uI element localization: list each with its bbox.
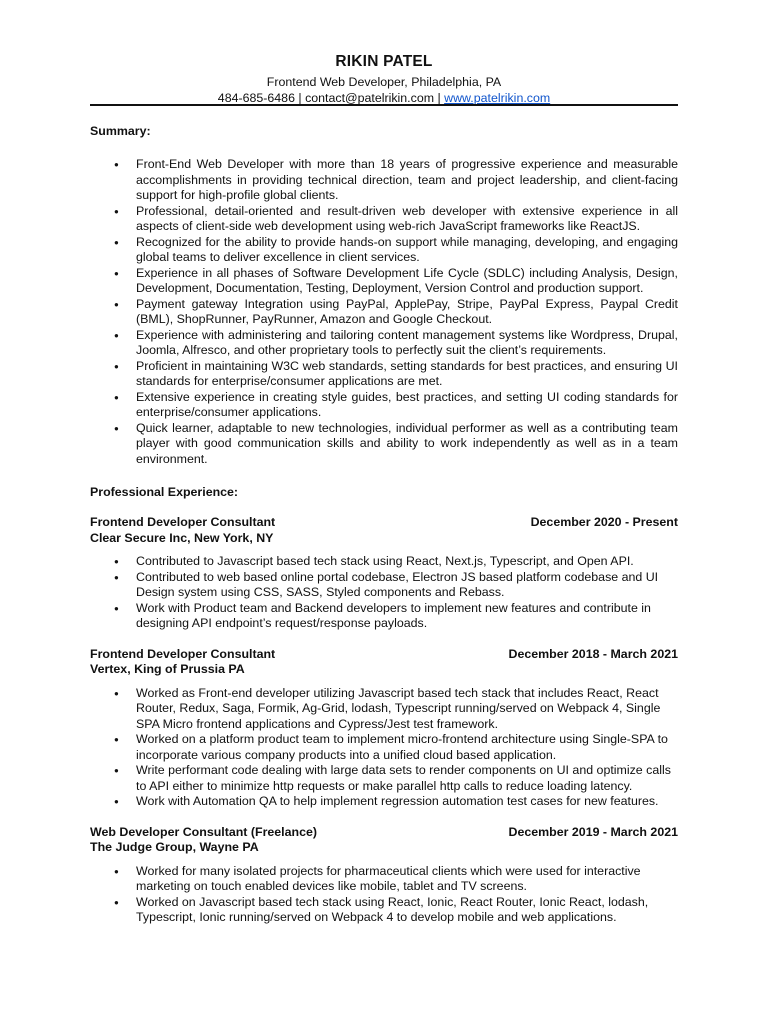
- job-company: Clear Secure Inc, New York, NY: [90, 530, 274, 545]
- summary-item: ● Experience in all phases of Software Development Life Cycle (SDLC) including Analysis, Design, Development, Documentation, Testing, Deployment, Version Control and production support.: [90, 266, 678, 297]
- website-link[interactable]: www.patelrikin.com: [444, 91, 551, 105]
- job-duty: ● Work with Product team and Backend developers to implement new features and contribute in designing API endpoint’s request/response payloads.: [90, 601, 678, 632]
- job-duty: ● Work with Automation QA to help implement regression automation test cases for new features.: [90, 794, 678, 810]
- job-duty: ● Worked on Javascript based tech stack using React, Ionic, React Router, Ionic React, lodash, Typescript, Ionic running/served on Webpack 4 to develop mobile and web applications.: [90, 895, 678, 926]
- job-duties: [90, 686, 678, 810]
- job-title-row: [90, 825, 678, 841]
- job-dates: December 2019 - March 2021: [508, 824, 678, 839]
- job-company: Vertex, King of Prussia PA: [90, 662, 245, 676]
- summary-item: ● Recognized for the ability to provide hands-on support while managing, developing, and engaging global teams to deliver excellence in client services.: [90, 235, 678, 266]
- experience-heading: Professional Experience:: [90, 485, 239, 499]
- summary-item: ● Front-End Web Developer with more than 18 years of progressive experience and measurable accomplishments in providing technical direction, team and project leadership, and client-facing support for high-profile global clients.: [90, 157, 678, 204]
- candidate-subtitle: Frontend Web Developer, Philadelphia, PA: [266, 75, 502, 89]
- summary-item: ● Payment gateway Integration using PayPal, ApplePay, Stripe, PayPal Express, Paypal Credit (BML), ShopRunner, PayRunner, Amazon and Google Checkout.: [90, 297, 678, 328]
- header-divider: [90, 104, 678, 106]
- resume-header: [90, 53, 678, 106]
- job-duties: [90, 554, 678, 632]
- job-title: Web Developer Consultant (Freelance): [90, 824, 317, 839]
- job-entry: [90, 515, 678, 632]
- job-title-row: [90, 647, 678, 663]
- job-dates: December 2020 - Present: [530, 515, 678, 529]
- summary-item: ● Proficient in maintaining W3C web standards, setting standards for best practices, and ensuring UI standards for enterprise/consumer applications are met.: [90, 359, 678, 390]
- contact-details: 484-685-6486 | contact@patelrikin.com |: [217, 91, 445, 105]
- job-company: The Judge Group, Wayne PA: [90, 840, 259, 854]
- job-duty: ● Worked for many isolated projects for pharmaceutical clients which were used for interactive marketing on touch enabled devices like mobile, tablet and TV screens.: [90, 864, 678, 895]
- job-duty: ● Worked on a platform product team to implement micro-frontend architecture using Single-SPA to incorporate various company products into a unified cloud based application.: [90, 732, 678, 763]
- summary-item: ● Professional, detail-oriented and result-driven web developer with extensive experience in all aspects of client-side web development using web-rich JavaScript frameworks like ReactJS.: [90, 204, 678, 235]
- summary-item: ● Experience with administering and tailoring content management systems like Wordpress, Drupal, Joomla, Alfresco, and other proprietary tools to perfectly suit the client’s requirements.: [90, 328, 678, 359]
- candidate-name: RIKIN PATEL: [335, 53, 433, 70]
- job-duty: ● Contributed to Javascript based tech stack using React, Next.js, Typescript, and Open API.: [90, 554, 678, 570]
- resume-body: [90, 123, 678, 926]
- summary-list: [90, 157, 678, 467]
- job-duties: [90, 864, 678, 926]
- job-title: Frontend Developer Consultant: [90, 515, 276, 529]
- job-duty: ● Write performant code dealing with large data sets to render components on UI and optimize calls to API either to minimize http requests or make parallel http calls to reduce loading latency.: [90, 763, 678, 794]
- job-title-row: [90, 515, 678, 531]
- job-duty: ● Contributed to web based online portal codebase, Electron JS based platform codebase and UI Design system using CSS, SASS, Styled components and Rebass.: [90, 570, 678, 601]
- job-dates: December 2018 - March 2021: [508, 646, 678, 661]
- job-entry: [90, 647, 678, 810]
- job-duty: ● Worked as Front-end developer utilizing Javascript based tech stack that includes React, React Router, Redux, Saga, Formik, Ag-Grid, lodash, Typescript running/served on Webpack 4, Single SPA Micro frontend applications and Cypress/Jest test framework.: [90, 686, 678, 733]
- summary-item: ● Quick learner, adaptable to new technologies, individual performer as well as a contributing team player with good communication skills and ability to work independently as well as in a team environment.: [90, 421, 678, 468]
- job-entry: [90, 825, 678, 926]
- job-title: Frontend Developer Consultant: [90, 646, 276, 661]
- summary-heading: Summary:: [90, 124, 151, 138]
- summary-item: ● Extensive experience in creating style guides, best practices, and setting UI coding standards for enterprise/consumer applications.: [90, 390, 678, 421]
